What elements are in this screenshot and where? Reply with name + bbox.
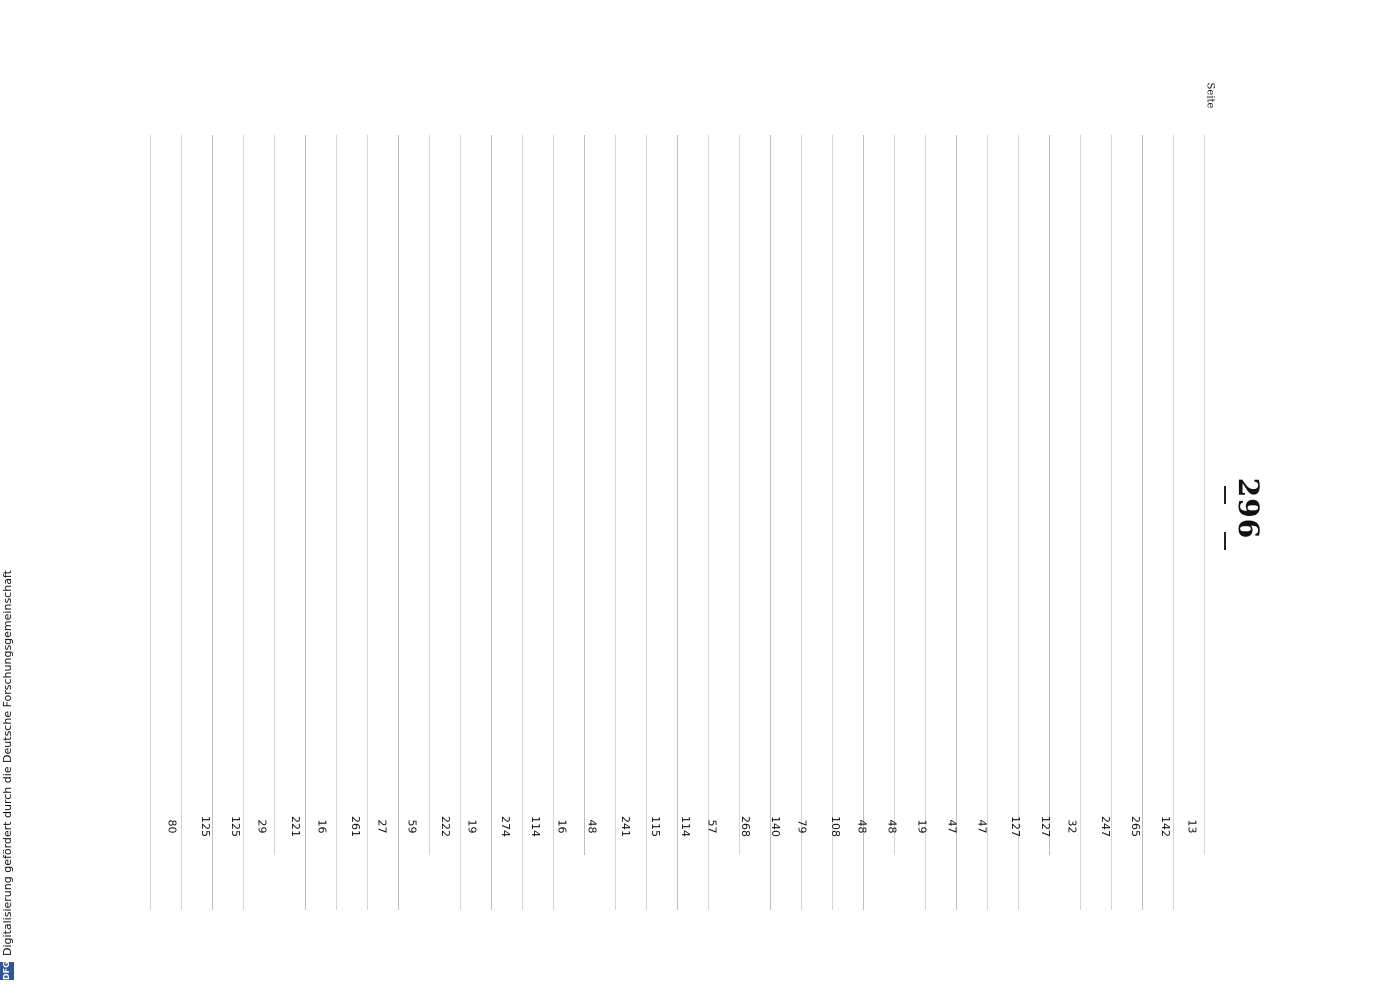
seite-number: 57 — [705, 819, 719, 834]
seite-number: 48 — [855, 819, 869, 834]
seite-number: 59 — [405, 819, 419, 834]
seite-number: 221 — [289, 816, 302, 837]
index-entry-line — [367, 135, 368, 910]
index-entry-line — [832, 135, 833, 910]
seite-number: 47 — [945, 819, 959, 834]
index-entry-line — [491, 135, 492, 910]
dfg-logo-icon: DFG — [0, 962, 14, 980]
seite-number: 127 — [1039, 816, 1052, 837]
seite-number: 48 — [885, 819, 899, 834]
seite-number: 19 — [915, 819, 929, 834]
seite-header: Seite — [1204, 82, 1216, 109]
seite-number: 140 — [769, 816, 782, 837]
seite-number: 29 — [255, 819, 269, 834]
index-entry-line — [398, 135, 399, 910]
index-entry-line — [646, 135, 647, 910]
index-entry-line — [1080, 135, 1081, 910]
index-entry-line — [274, 135, 275, 855]
index-entry-line — [522, 135, 523, 910]
index-entry-line — [801, 135, 802, 910]
seite-number: 265 — [1129, 816, 1142, 837]
seite-number: 125 — [229, 816, 242, 837]
seite-number: 115 — [649, 816, 662, 837]
seite-number: 79 — [795, 819, 809, 834]
page-number: 296 — [1232, 477, 1266, 540]
seite-number: 27 — [375, 819, 389, 834]
index-entry-line — [739, 135, 740, 855]
index-entry-line — [615, 135, 616, 910]
index-entry-line — [677, 135, 678, 910]
index-entry-line — [429, 135, 430, 855]
digitization-credit — [0, 0, 14, 1000]
index-text-column — [150, 135, 1240, 910]
seite-number: 108 — [829, 816, 842, 837]
seite-number: 114 — [679, 816, 692, 837]
seite-number: 127 — [1009, 816, 1022, 837]
index-entry-line — [1111, 135, 1112, 910]
index-entry-line — [584, 135, 585, 855]
index-entry-line — [553, 135, 554, 910]
index-entry-line — [1204, 135, 1205, 855]
page-number-column — [145, 795, 1205, 885]
seite-number: 268 — [739, 816, 752, 837]
index-entry-line — [863, 135, 864, 910]
seite-number: 241 — [619, 816, 632, 837]
seite-number: 47 — [975, 819, 989, 834]
index-entry-line — [150, 135, 151, 910]
seite-number: 247 — [1099, 816, 1112, 837]
index-entry-line — [1173, 135, 1174, 910]
seite-number: 125 — [199, 816, 212, 837]
index-entry-line — [1142, 135, 1143, 910]
index-entry-line — [925, 135, 926, 910]
seite-number: 114 — [529, 816, 542, 837]
index-entry-line — [305, 135, 306, 910]
index-entry-line — [956, 135, 957, 910]
seite-number: 19 — [465, 819, 479, 834]
seite-number: 261 — [349, 816, 362, 837]
index-entry-line — [987, 135, 988, 910]
digitization-credit-text: Digitalisierung gefördert durch die Deutsche Forschungsgemeinschaft — [0, 570, 14, 956]
seite-number: 32 — [1065, 819, 1079, 834]
index-entry-line — [336, 135, 337, 910]
seite-number: 142 — [1159, 816, 1172, 837]
seite-number: 274 — [499, 816, 512, 837]
seite-number: 16 — [315, 819, 329, 834]
seite-number: 48 — [585, 819, 599, 834]
index-entry-line — [708, 135, 709, 910]
index-entry-line — [181, 135, 182, 910]
seite-number: 80 — [165, 819, 179, 834]
index-entry-line — [243, 135, 244, 910]
index-entry-line — [1018, 135, 1019, 910]
index-entry-line — [460, 135, 461, 910]
index-entry-line — [770, 135, 771, 910]
seite-number: 222 — [439, 816, 452, 837]
index-entry-line — [1049, 135, 1050, 855]
seite-number: 13 — [1185, 819, 1199, 834]
index-entry-line — [212, 135, 213, 910]
seite-number: 16 — [555, 819, 569, 834]
index-entry-line — [894, 135, 895, 855]
